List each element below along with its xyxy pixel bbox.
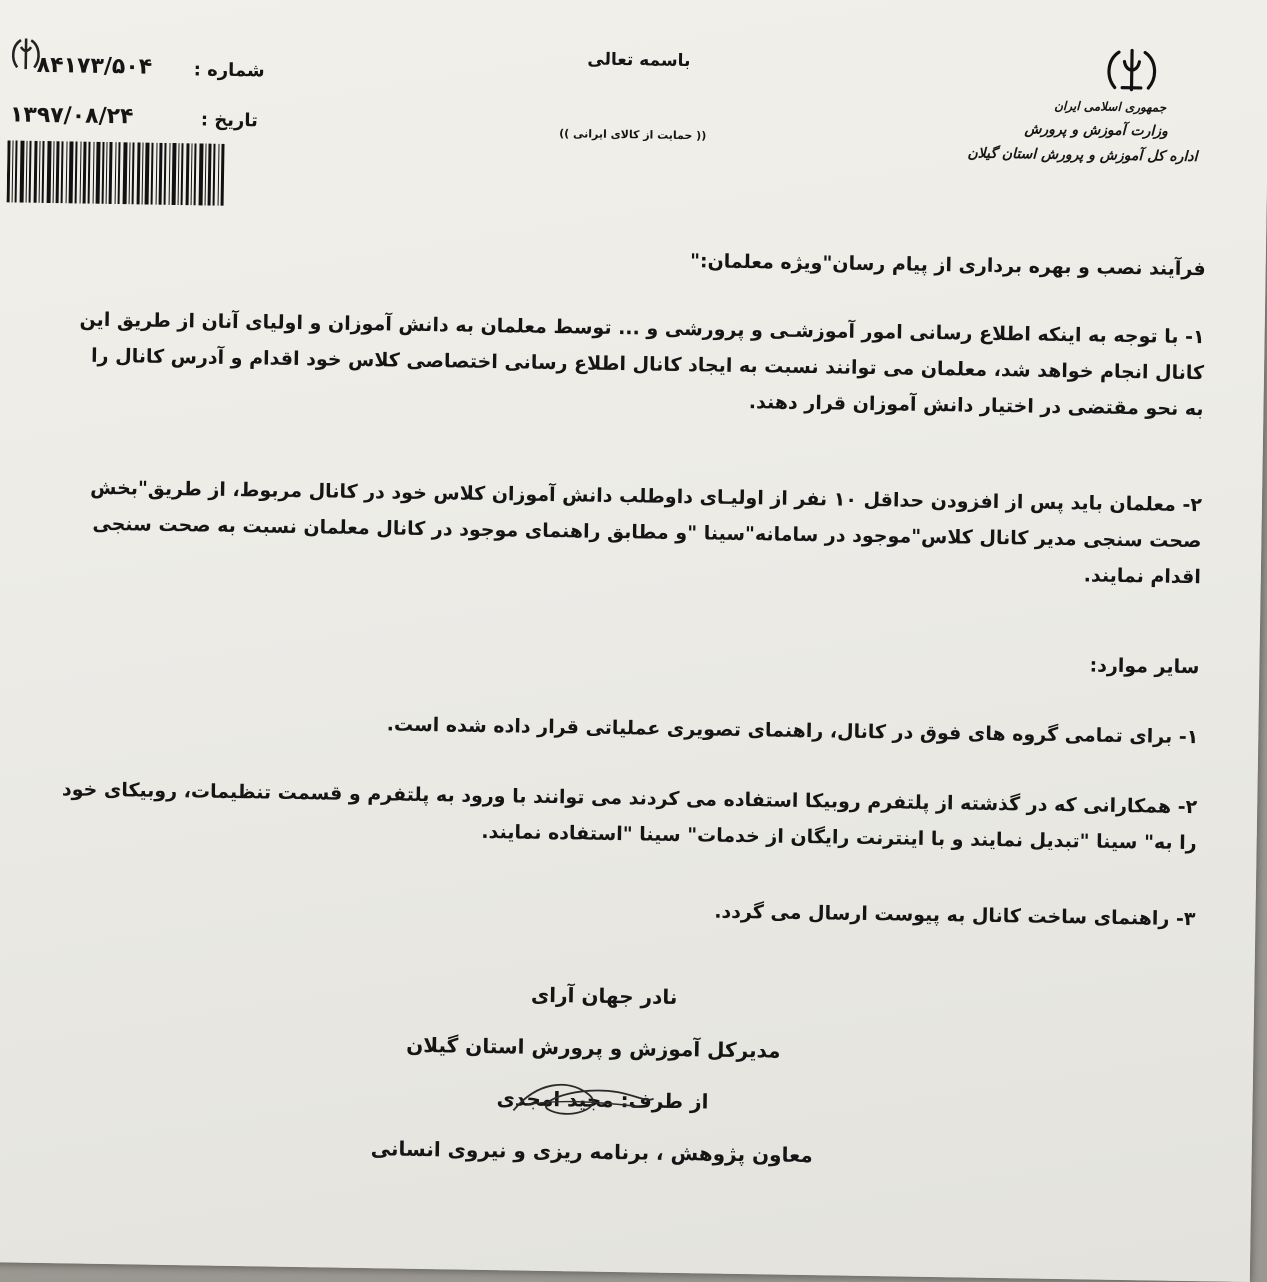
item-1-line-3: به نحو مقتضی در اختیار دانش آموزان قرار دهند. [748, 391, 1204, 421]
title [306, 237, 1206, 287]
handwritten-signature [507, 1070, 658, 1132]
other-item-2-line-1: ۲- همکارانی که در گذشته از پلتفرم روبیکا استفاده می کردند می توانند با ورود به پلتفرم و قسمت تنظیمات، روبیکای خود [61, 778, 1198, 819]
support-slogan: (( حمایت از کالای ایرانی )) [559, 127, 707, 143]
item-2-line-2: صحت سنجی مدیر کانال کلاس"موجود در سامانه"سینا "و مطابق راهنمای موجود در کانال معلمان نسبت به صحت سنجی [92, 512, 1202, 553]
number-label: شماره : [193, 59, 265, 82]
org-line-directorate: اداره کل آموزش و پرورش استان گیلان [967, 145, 1198, 166]
signer-title: مدیرکل آموزش و پرورش استان گیلان [406, 1032, 781, 1063]
signer-name: نادر جهان آرای [530, 982, 678, 1010]
date-label: تاریخ : [200, 109, 259, 132]
other-item-2-line-2: را به" سینا "تبدیل نمایند و با اینترنت رایگان از خدمات" سینا "استفاده نمایند. [481, 820, 1197, 855]
emblem-small-icon [9, 32, 44, 77]
other-item-2 [0, 770, 1198, 861]
item-2-line-1: ۲- معلمان باید پس از افزودن حداقل ۱۰ نفر از اولیـای داوطلب دانش آموزان کلاس خود در کانال مربوط، از طریق"بخش [90, 476, 1203, 517]
item-1 [3, 300, 1205, 427]
other-item-3: ۳- راهنمای ساخت کانال به پیوست ارسال می گردد. [714, 900, 1196, 931]
iran-emblem-icon [1103, 46, 1160, 95]
deputy-title: معاون پژوهش ، برنامه ریزی و نیروی انسانی [370, 1136, 813, 1168]
org-line-republic: جمهوری اسلامی ایران [1054, 98, 1167, 115]
org-line-ministry: وزارت آموزش و پرورش [1024, 121, 1168, 140]
basmala: باسمه تعالی [587, 49, 691, 72]
other-item-1: ۱- برای تمامی گروه های فوق در کانال، راهنمای تصویری عملیاتی قرار داده شده است. [386, 713, 1199, 749]
title-line: فرآیند نصب و بهره برداری از پیام رسان"ویژه معلمان:" [689, 250, 1206, 281]
item-2 [1, 468, 1203, 595]
other-heading: سایر موارد: [1089, 654, 1200, 679]
on-behalf: از طرف: مجید امجدی [496, 1086, 709, 1114]
number-value: ۸۴۱۷۳/۵۰۴ [36, 52, 153, 80]
item-1-line-1: ۱- با توجه به اینکه اطلاع رسانی امور آموزشـی و پرورشی و ... توسط معلمان به دانش آموزان و اولیای آنان از طریق این [79, 308, 1205, 349]
barcode-icon [7, 140, 228, 205]
date-value: ۱۳۹۷/۰۸/۲۴ [9, 102, 134, 130]
item-1-line-2: کانال انجام خواهد شد، معلمان می توانند نسبت به ایجاد کانال اطلاع رسانی اختصاصی کلاس خود اقدام و آدرس کانال را [90, 344, 1205, 385]
item-2-line-3: اقدام نمایند. [1083, 564, 1202, 589]
